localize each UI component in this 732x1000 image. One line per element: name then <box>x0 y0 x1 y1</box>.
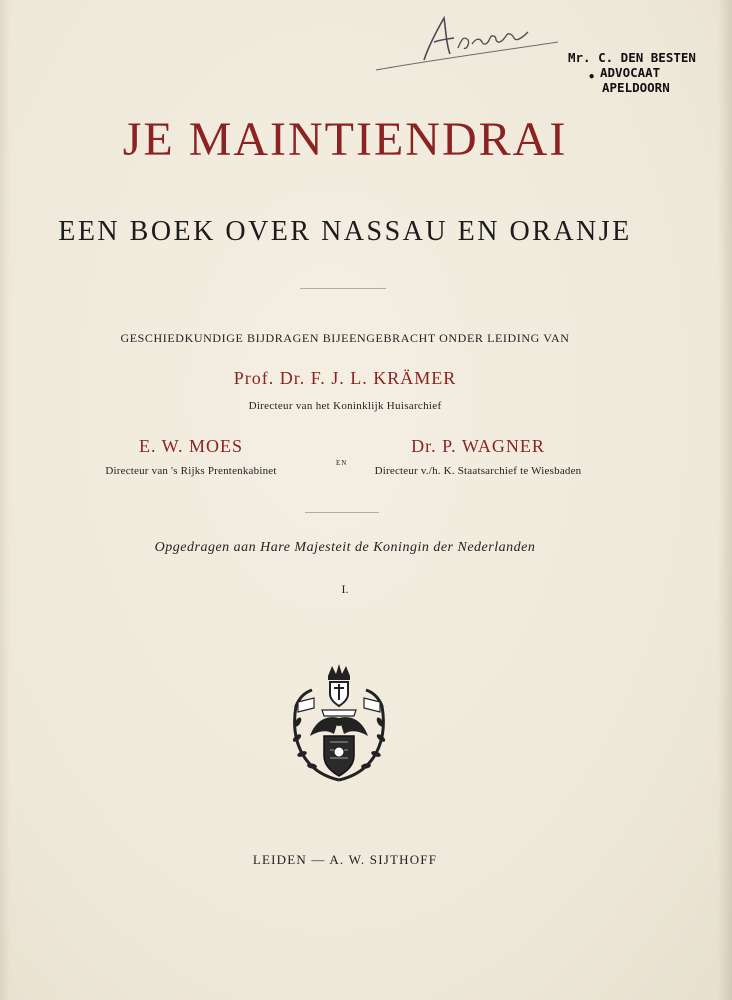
main-editor-name: Prof. Dr. F. J. L. KRÄMER <box>233 368 457 388</box>
stamp-dot: • <box>588 70 596 84</box>
publisher-imprint: LEIDEN — A. W. SIJTHOFF <box>252 852 438 867</box>
stamp-line-3: APELDOORN <box>602 80 670 95</box>
editor-left-name: E. W. MOES <box>138 436 244 456</box>
editor-right-name: Dr. P. WAGNER <box>411 436 545 456</box>
stamp-line-2: ADVOCAAT <box>600 65 661 80</box>
book-subtitle: EEN BOEK OVER NASSAU EN ORANJE <box>58 216 632 247</box>
editor-right-role: Directeur v./h. K. Staatsarchief te Wiesbaden <box>374 465 582 477</box>
editor-right <box>350 436 606 477</box>
divider-rule-bottom <box>305 512 379 513</box>
dedication: Opgedragen aan Hare Majesteit de Koningin der Nederlanden <box>154 540 536 555</box>
owner-stamp <box>568 50 718 95</box>
stamp-line-1: Mr. C. DEN BESTEN <box>568 50 696 65</box>
main-editor-role: Directeur van het Koninklijk Huisarchief <box>248 400 442 412</box>
book-title: JE MAINTIENDRAI <box>122 113 568 166</box>
divider-rule-top <box>300 288 386 289</box>
editor-left <box>100 436 282 477</box>
coat-of-arms-emblem <box>284 662 394 786</box>
contributors-line: GESCHIEDKUNDIGE BIJDRAGEN BIJEENGEBRACHT ONDER LEIDING VAN <box>120 331 570 345</box>
page-edge-shadow-right <box>718 0 732 1000</box>
handwritten-signature <box>372 8 562 78</box>
conjunction-en: EN <box>336 459 348 467</box>
editor-left-role: Directeur van 's Rijks Prentenkabinet <box>105 465 277 477</box>
volume-number: I. <box>341 582 349 596</box>
